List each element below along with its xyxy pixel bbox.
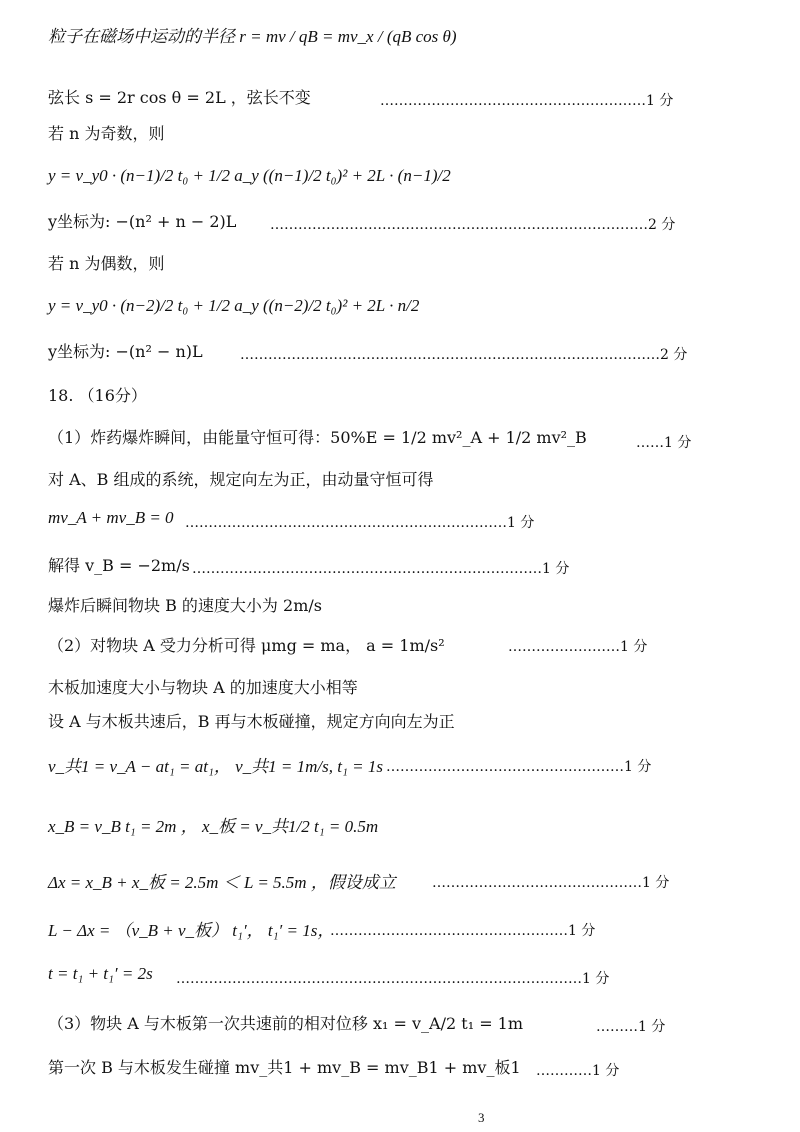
line-common-velocity [48, 752, 383, 777]
line-momentum-intro [48, 470, 434, 490]
line-force-a [48, 636, 445, 656]
line-y-coord-even [48, 342, 203, 362]
score-mark: ………1 分 [596, 1019, 666, 1035]
line-total-time [48, 964, 153, 984]
line-text: 爆炸后瞬间物块 B 的速度大小为 2m/s [48, 596, 322, 615]
line-solve-vb [48, 556, 190, 576]
line-text: t = t₁ + t₁′ = 2s [48, 964, 153, 983]
line-y-even [48, 296, 419, 316]
line-text: mv_A + mv_B = 0 [48, 508, 174, 527]
line-y-coord-odd [48, 212, 236, 232]
score-mark: ………………………………………1 分 [432, 875, 670, 891]
line-text: x_B = v_B t₁ = 2m ， x_板 = v_共1/2 t₁ = 0.5m [48, 817, 379, 836]
line-relative-displacement [48, 1014, 523, 1034]
line-text: 18. （16分） [48, 386, 147, 405]
problem-18-heading [48, 386, 147, 406]
line-energy [48, 428, 587, 448]
line-chord [48, 88, 311, 108]
line-assume [48, 712, 455, 732]
line-displacements [48, 812, 378, 837]
line-text: 对 A、B 组成的系统，规定向左为正，由动量守恒可得 [48, 470, 434, 489]
line-text: y = v_y0 · (n−2)/2 t₀ + 1/2 a_y ((n−2)/2 t₀)² + 2L · n/2 [48, 296, 420, 315]
line-text: 解得 v_B = −2m/s [48, 556, 190, 575]
line-delta-x [48, 868, 396, 893]
score-mark: ……………………………………………………………1 分 [185, 515, 535, 531]
line-text: （1）炸药爆炸瞬间，由能量守恒可得：50%E = 1/2 mv²_A + 1/2 mv²_B [48, 428, 587, 447]
score-mark: …………………………………………………………………1 分 [192, 561, 570, 577]
score-mark: …………1 分 [536, 1063, 620, 1079]
line-if-odd [48, 124, 164, 144]
line-text: 木板加速度大小与物块 A 的加速度大小相等 [48, 678, 358, 697]
score-mark: ……………………………………………1 分 [386, 759, 652, 775]
score-mark: ………………………………………………………………………………2 分 [240, 347, 688, 363]
line-text: y坐标为: −(n² + n − 2)L [48, 212, 237, 231]
line-text: 若 n 为偶数，则 [48, 254, 165, 273]
score-mark: ……………………1 分 [508, 639, 648, 655]
score-mark: ……1 分 [636, 435, 692, 451]
line-text: y = v_y0 · (n−1)/2 t₀ + 1/2 a_y ((n−1)/2 t₀)² + 2L · (n−1)/2 [48, 166, 451, 185]
line-text: （3）物块 A 与木板第一次共速前的相对位移 x₁ = v_A/2 t₁ = 1m [48, 1014, 524, 1033]
score-mark: ……………………………………………1 分 [330, 923, 596, 939]
line-if-even [48, 254, 164, 274]
line-l-minus-delta [48, 916, 334, 941]
score-mark: ………………………………………………………………………2 分 [270, 217, 676, 233]
line-speed-b [48, 596, 322, 616]
score-mark: …………………………………………………1 分 [380, 93, 674, 109]
line-text: 设 A 与木板共速后，B 再与木板碰撞，规定方向向左为正 [48, 712, 455, 731]
line-text: （2）对物块 A 受力分析可得 μmg = ma， a = 1m/s² [48, 636, 445, 655]
line-text: 第一次 B 与木板发生碰撞 mv_共1 + mv_B = mv_B1 + mv_板1 [48, 1058, 521, 1077]
line-text: y坐标为: −(n² − n)L [48, 342, 203, 361]
line-board-accel [48, 678, 358, 698]
line-momentum-eq [48, 508, 174, 528]
page-number: 3 [478, 1110, 485, 1125]
line-text: Δx = x_B + x_板 = 2.5m ＜ L = 5.5m ，假设成立 [48, 873, 396, 892]
line-first-collision [48, 1058, 521, 1078]
line-text: 粒子在磁场中运动的半径 r = mv / qB = mv_x / (qB cos θ) [48, 27, 457, 46]
line-radius [48, 22, 457, 47]
line-text: 弦长 s = 2r cos θ = 2L ，弦长不变 [48, 88, 311, 107]
line-y-odd [48, 166, 451, 186]
score-mark: ……………………………………………………………………………1 分 [176, 971, 610, 987]
line-text: L − Δx = （v_B + v_板） t₁′， t₁′ = 1s， [48, 921, 335, 940]
line-text: v_共1 = v_A − at₁ = at₁， v_共1 = 1m/s, t₁ = 1s [48, 757, 383, 776]
line-text: 若 n 为奇数，则 [48, 124, 165, 143]
